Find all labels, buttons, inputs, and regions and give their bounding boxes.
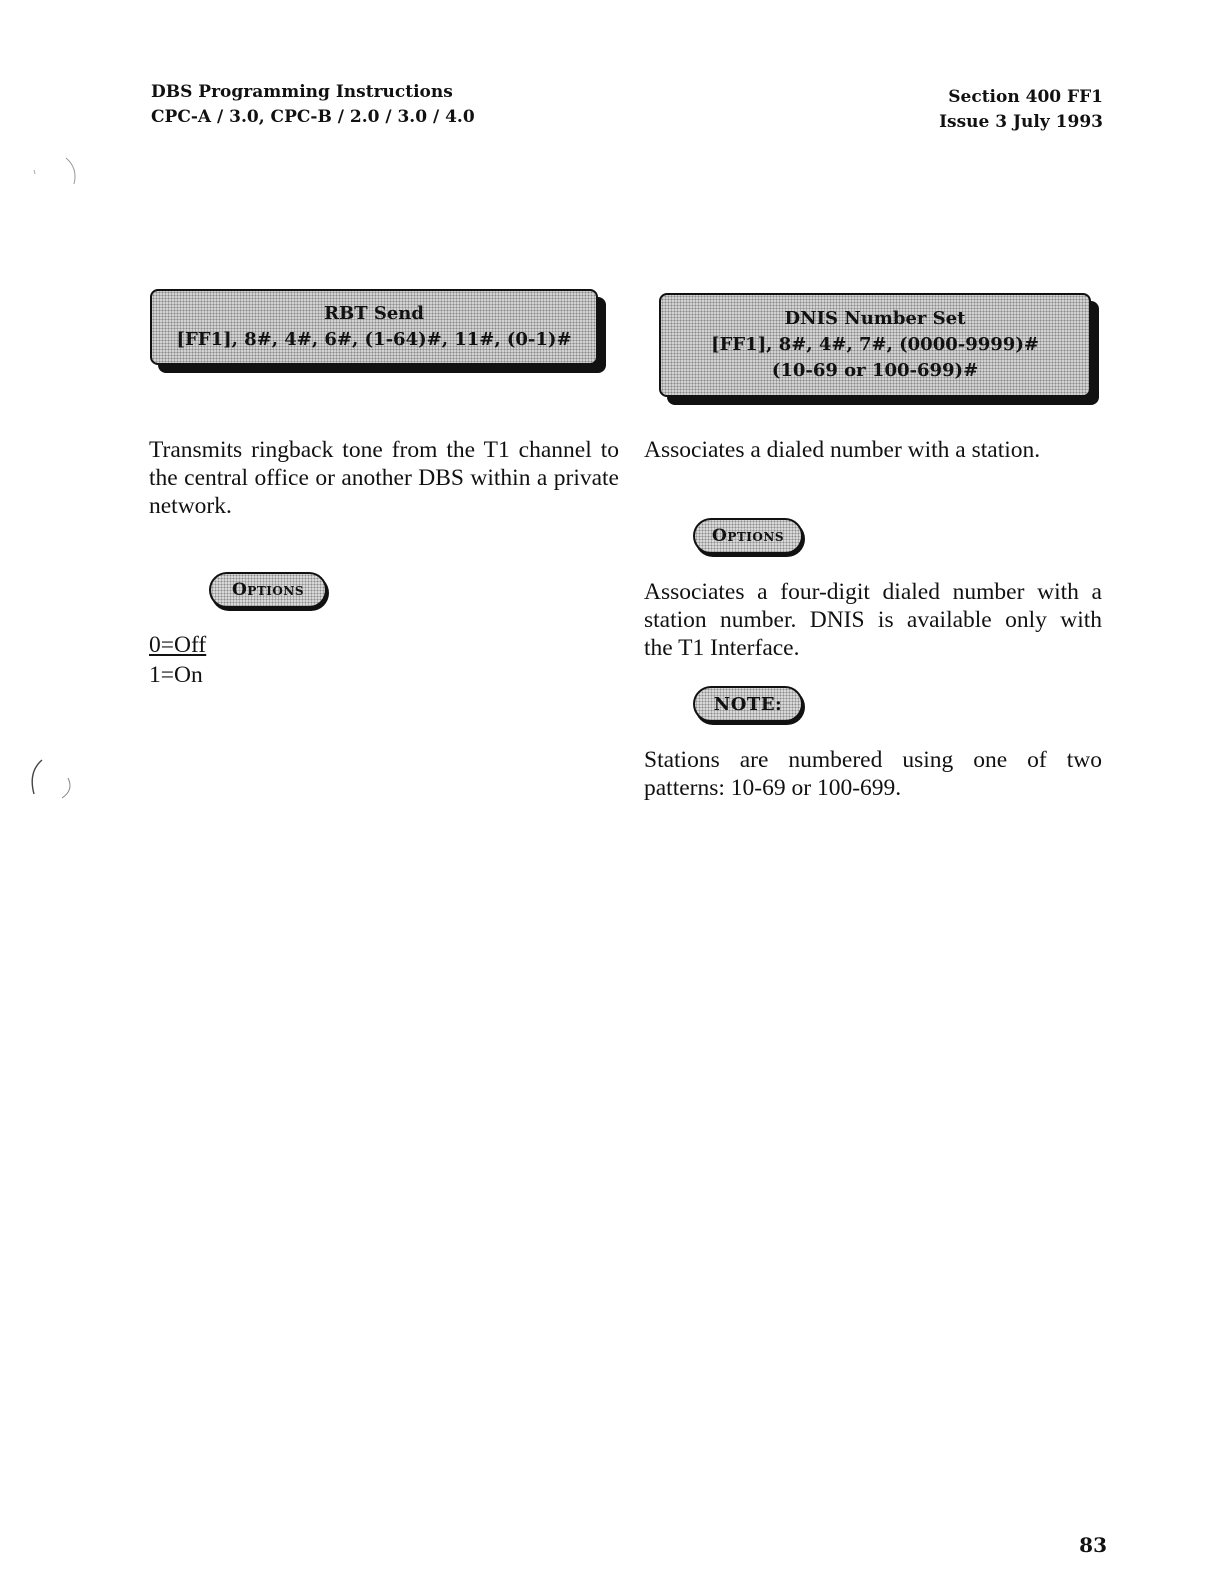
binder-hole-mark-top — [18, 150, 88, 200]
note-line: Stations are numbered using one of two — [644, 747, 1102, 773]
dnis-number-set-command-box — [659, 293, 1091, 397]
section-label: Section 400 FF1 — [948, 87, 1103, 107]
document-header-left — [151, 80, 475, 130]
dnis-title: DNIS Number Set — [784, 308, 966, 329]
note-text — [644, 746, 1102, 802]
issue-label: Issue 3 July 1993 — [939, 112, 1103, 132]
options-badge-label: Options — [712, 526, 784, 546]
rbt-send-command-box — [150, 289, 598, 365]
dnis-description: Associates a dialed number with a station. — [644, 437, 1041, 463]
note-badge-label: NOTE: — [713, 693, 783, 715]
rbt-send-code: [FF1], 8#, 4#, 6#, (1-64)#, 11#, (0-1)# — [176, 329, 572, 350]
document-header-right — [939, 85, 1103, 135]
dnis-options-text — [644, 578, 1102, 662]
rbt-send-options-list — [149, 630, 206, 690]
dnis-options-line: the T1 Interface. — [644, 635, 800, 661]
rbt-send-description: Transmits ringback tone from the T1 channel to the central office or another DBS within a private network. — [149, 437, 619, 519]
option-on: 1=On — [149, 662, 203, 688]
options-badge-right — [693, 518, 803, 554]
page-number: 83 — [1079, 1533, 1107, 1557]
document-title: DBS Programming Instructions — [151, 82, 453, 102]
rbt-send-title: RBT Send — [324, 303, 424, 324]
binder-hole-mark-bottom — [18, 748, 88, 808]
dnis-code-line2: (10-69 or 100-699)# — [771, 360, 979, 381]
options-badge-label: Options — [232, 580, 304, 600]
dnis-options-line: station number. DNIS is available only with — [644, 607, 1102, 633]
note-line: patterns: 10-69 or 100-699. — [644, 775, 902, 801]
document-version: CPC-A / 3.0, CPC-B / 2.0 / 3.0 / 4.0 — [151, 107, 475, 127]
dnis-code-line1: [FF1], 8#, 4#, 7#, (0000-9999)# — [711, 334, 1039, 355]
dnis-options-line: Associates a four-digit dialed number with a — [644, 579, 1102, 605]
option-off: 0=Off — [149, 632, 207, 658]
options-badge-left — [209, 572, 327, 608]
note-badge — [693, 686, 803, 722]
